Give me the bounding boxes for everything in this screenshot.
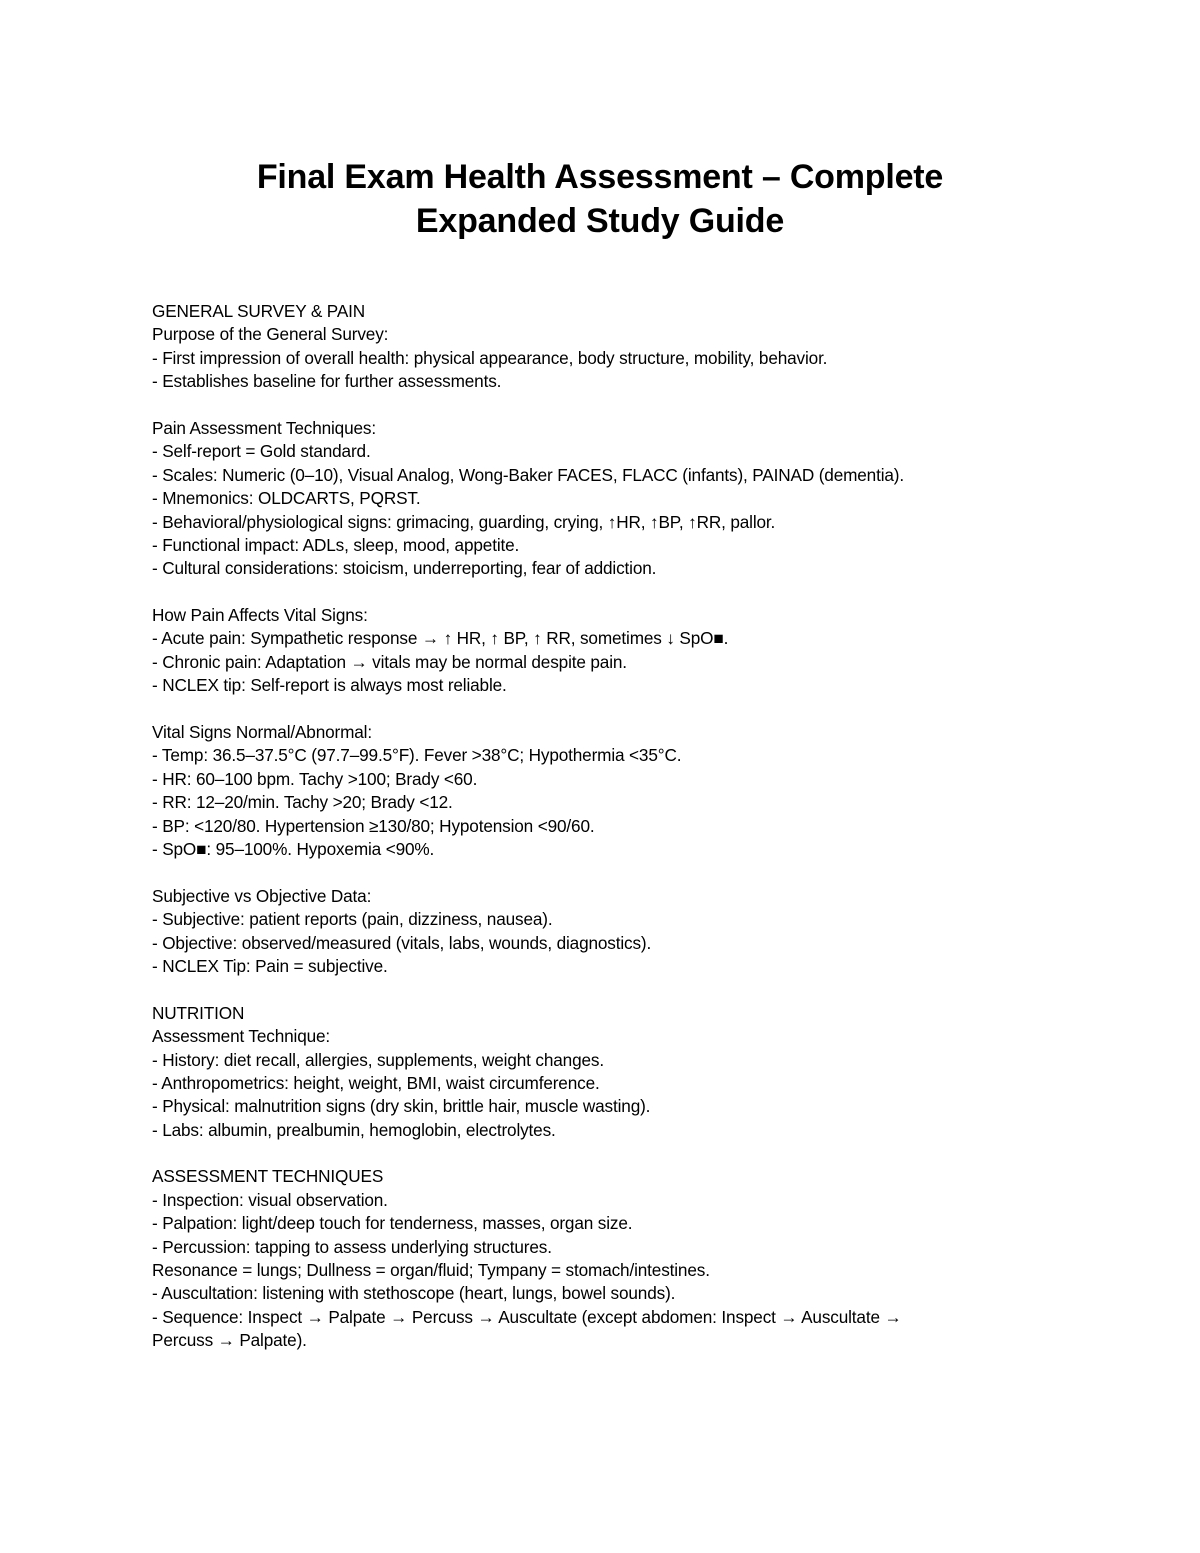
section-vital-signs bbox=[152, 721, 1052, 861]
list-item: - History: diet recall, allergies, supplements, weight changes. bbox=[152, 1049, 604, 1070]
list-item: - RR: 12–20/min. Tachy >20; Brady <12. bbox=[152, 792, 453, 813]
list-item: - Functional impact: ADLs, sleep, mood, appetite. bbox=[152, 534, 520, 555]
section-assessment-techniques bbox=[152, 1165, 1052, 1352]
list-item: - HR: 60–100 bpm. Tachy >100; Brady <60. bbox=[152, 768, 478, 789]
section-heading: NUTRITION bbox=[152, 1002, 245, 1023]
title-line-1: Final Exam Health Assessment – Complete bbox=[256, 158, 944, 196]
list-item: - NCLEX Tip: Pain = subjective. bbox=[152, 955, 388, 976]
section-heading: GENERAL SURVEY & PAIN bbox=[152, 301, 366, 321]
list-item: - Chronic pain: Adaptation → vitals may be normal despite pain. bbox=[152, 651, 627, 672]
list-item: - Acute pain: Sympathetic response → ↑ HR, ↑ BP, ↑ RR, sometimes ↓ SpO■. bbox=[152, 628, 729, 649]
document-title bbox=[0, 155, 1200, 243]
list-item: - Self-report = Gold standard. bbox=[152, 441, 371, 462]
list-item: - Palpation: light/deep touch for tenderness, masses, organ size. bbox=[152, 1213, 633, 1234]
list-item: - SpO■: 95–100%. Hypoxemia <90%. bbox=[152, 838, 435, 859]
subheading: Vital Signs Normal/Abnormal: bbox=[152, 722, 372, 743]
list-item: - Inspection: visual observation. bbox=[152, 1189, 388, 1210]
section-heading: ASSESSMENT TECHNIQUES bbox=[152, 1166, 384, 1187]
list-item: - Sequence: Inspect → Palpate → Percuss → Auscultate (except abdomen: Inspect → Auscultate → bbox=[152, 1306, 902, 1327]
section-subjective-objective bbox=[152, 885, 1052, 979]
section-pain-assessment bbox=[152, 417, 1052, 581]
list-item: - Mnemonics: OLDCARTS, PQRST. bbox=[152, 488, 421, 509]
spacer bbox=[152, 1142, 1052, 1165]
spacer bbox=[152, 394, 1052, 417]
spacer bbox=[152, 978, 1052, 1001]
list-item: - Behavioral/physiological signs: grimacing, guarding, crying, ↑HR, ↑BP, ↑RR, pallor. bbox=[152, 511, 776, 532]
section-general-survey bbox=[152, 300, 1052, 394]
subheading: Assessment Technique: bbox=[152, 1026, 331, 1047]
list-item: - Auscultation: listening with stethoscope (heart, lungs, bowel sounds). bbox=[152, 1283, 676, 1304]
list-item: Resonance = lungs; Dullness = organ/fluid; Tympany = stomach/intestines. bbox=[152, 1260, 710, 1281]
subheading: Pain Assessment Techniques: bbox=[152, 417, 376, 438]
list-item: - NCLEX tip: Self-report is always most reliable. bbox=[152, 675, 507, 696]
section-nutrition bbox=[152, 1002, 1052, 1142]
list-item: - Percussion: tapping to assess underlying structures. bbox=[152, 1236, 552, 1257]
list-item: - Temp: 36.5–37.5°C (97.7–99.5°F). Fever >38°C; Hypothermia <35°C. bbox=[152, 745, 682, 766]
spacer bbox=[152, 581, 1052, 604]
list-item: - Objective: observed/measured (vitals, labs, wounds, diagnostics). bbox=[152, 932, 652, 953]
list-item: - Anthropometrics: height, weight, BMI, waist circumference. bbox=[152, 1072, 600, 1093]
list-item: - First impression of overall health: physical appearance, body structure, mobility, behavior. bbox=[152, 347, 828, 368]
spacer bbox=[152, 698, 1052, 721]
section-pain-vital-signs bbox=[152, 604, 1052, 698]
list-item: - Labs: albumin, prealbumin, hemoglobin, electrolytes. bbox=[152, 1119, 556, 1140]
subheading: Subjective vs Objective Data: bbox=[152, 885, 372, 906]
list-item: Percuss → Palpate). bbox=[152, 1330, 307, 1351]
title-line-2: Expanded Study Guide bbox=[415, 202, 785, 240]
list-item: - Physical: malnutrition signs (dry skin, brittle hair, muscle wasting). bbox=[152, 1096, 651, 1117]
document-body bbox=[152, 300, 1052, 1353]
list-item: - Establishes baseline for further assessments. bbox=[152, 371, 502, 392]
list-item: - Cultural considerations: stoicism, underreporting, fear of addiction. bbox=[152, 558, 657, 579]
list-item: - Scales: Numeric (0–10), Visual Analog, Wong-Baker FACES, FLACC (infants), PAINAD (dementia). bbox=[152, 464, 904, 485]
subheading: Purpose of the General Survey: bbox=[152, 324, 389, 345]
subheading: How Pain Affects Vital Signs: bbox=[152, 605, 368, 626]
list-item: - BP: <120/80. Hypertension ≥130/80; Hypotension <90/60. bbox=[152, 815, 595, 836]
list-item: - Subjective: patient reports (pain, dizziness, nausea). bbox=[152, 909, 553, 930]
spacer bbox=[152, 861, 1052, 884]
